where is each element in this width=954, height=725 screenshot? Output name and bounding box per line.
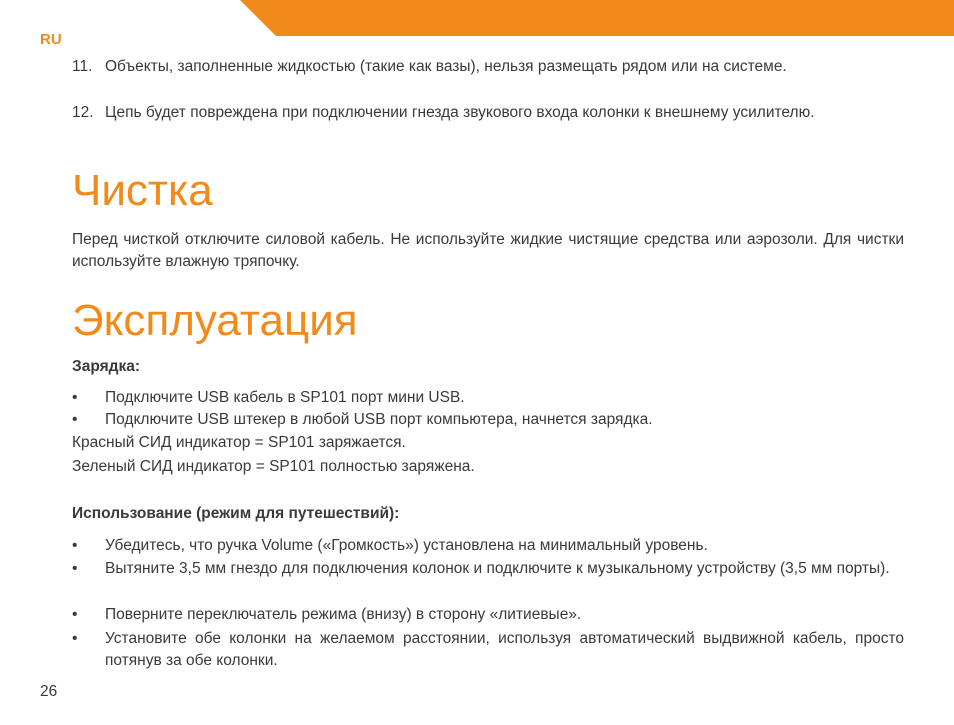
bullet-text: Подключите USB кабель в SP101 порт мини USB. bbox=[105, 389, 465, 406]
bullet-item bbox=[72, 604, 904, 626]
bullet-text: Поверните переключатель режима (внизу) в сторону «литиевые». bbox=[105, 606, 582, 623]
subsection-title-charging: Зарядка: bbox=[72, 358, 141, 375]
item-text: Объекты, заполненные жидкостью (такие как вазы), нельзя размещать рядом или на системе. bbox=[105, 58, 787, 75]
list-item bbox=[72, 56, 904, 78]
bullet-icon: • bbox=[72, 411, 78, 428]
item-number: 11. bbox=[72, 58, 93, 75]
header-accent-bar bbox=[240, 0, 954, 36]
bullet-item bbox=[72, 628, 904, 672]
bullet-icon: • bbox=[72, 630, 78, 647]
cleaning-text: Перед чисткой отключите силовой кабель. Не используйте жидкие чистящие средства или аэрозоли. Для чистки используйте влажную тряпочку. bbox=[72, 231, 904, 270]
bullet-item bbox=[72, 387, 904, 409]
section-heading-cleaning: Чистка bbox=[72, 166, 213, 215]
charging-line: Красный СИД индикатор = SP101 заряжается. bbox=[72, 434, 406, 451]
language-label: RU bbox=[40, 31, 62, 48]
bullet-item bbox=[72, 535, 904, 557]
item-number: 12. bbox=[72, 104, 94, 121]
bullet-icon: • bbox=[72, 606, 78, 623]
bullet-item bbox=[72, 409, 904, 431]
section-heading-operation: Эксплуатация bbox=[72, 296, 358, 345]
bullet-icon: • bbox=[72, 560, 78, 577]
subsection-title-usage: Использование (режим для путешествий): bbox=[72, 505, 400, 522]
bullet-icon: • bbox=[72, 537, 78, 554]
bullet-text: Убедитесь, что ручка Volume («Громкость») установлена на минимальный уровень. bbox=[105, 537, 708, 554]
bullet-icon: • bbox=[72, 389, 78, 406]
bullet-item bbox=[72, 558, 904, 580]
bullet-text: Вытяните 3,5 мм гнездо для подключения колонок и подключите к музыкальному устройству (3,5 мм порты). bbox=[105, 560, 890, 577]
page-number: 26 bbox=[40, 683, 58, 700]
item-text: Цепь будет повреждена при подключении гнезда звукового входа колонки к внешнему усилителю. bbox=[105, 104, 815, 121]
bullet-text: Подключите USB штекер в любой USB порт компьютера, начнется зарядка. bbox=[105, 411, 653, 428]
list-item bbox=[72, 102, 904, 124]
charging-line: Зеленый СИД индикатор = SP101 полностью заряжена. bbox=[72, 458, 475, 475]
bullet-text: Установите обе колонки на желаемом расстоянии, используя автоматический выдвижной кабель, просто потянув за обе колонки. bbox=[105, 630, 904, 669]
